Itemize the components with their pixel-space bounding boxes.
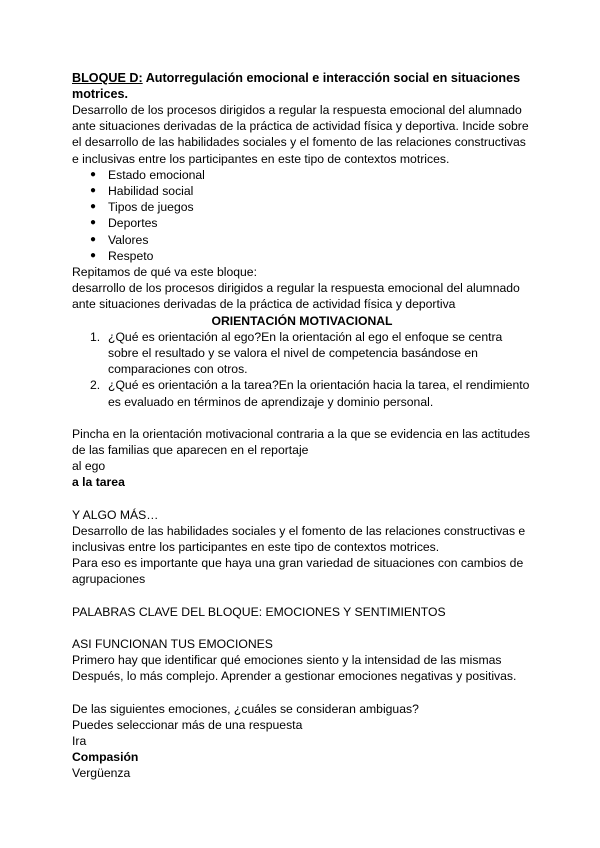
- recap-text: desarrollo de los procesos dirigidos a regular la respuesta emocional del alumnado ante situaciones derivadas de la práctica de actividad física y deportiva: [72, 281, 520, 312]
- more-text: Desarrollo de las habilidades sociales y el fomento de las relaciones constructivas e inclusivas entre los participantes en este tipo de contextos motrices.: [72, 523, 526, 555]
- emotions-line-1: Primero hay que identificar qué emociones siento y la intensidad de las mismas: [72, 653, 502, 668]
- recap-label: Repitamos de qué va este bloque:: [72, 265, 257, 280]
- motivational-list: [72, 329, 532, 410]
- block-title: [72, 70, 532, 102]
- quiz-option-ira[interactable]: Ira: [72, 733, 87, 748]
- motivational-heading: ORIENTACIÓN MOTIVACIONAL: [211, 313, 393, 328]
- option-task[interactable]: a la tarea: [72, 475, 125, 490]
- topic-item: ● Deportes: [108, 215, 532, 231]
- block-intro: Desarrollo de los procesos dirigidos a regular la respuesta emocional del alumnado ante situaciones derivadas de la práctica de actividad física y deportiva. Incide sobre el desarrollo de las habilidades sociales y el fomento de las relaciones constructivas e inclusivas entre los participantes en este tipo de contextos motrices.: [72, 103, 529, 166]
- keywords-line: PALABRAS CLAVE DEL BLOQUE: EMOCIONES Y SENTIMIENTOS: [72, 604, 446, 619]
- topic-list: [72, 167, 532, 264]
- topic-item: ● Habilidad social: [108, 183, 532, 199]
- motivational-item: [90, 329, 532, 378]
- block-title-rest: Autorregulación emocional e interacción social en situaciones motrices.: [72, 71, 521, 101]
- quiz-hint: Puedes seleccionar más de una respuesta: [72, 717, 303, 732]
- topic-item: ● Respeto: [108, 248, 532, 264]
- item-number: 2.: [90, 378, 101, 393]
- quiz-question: De las siguientes emociones, ¿cuáles se consideran ambiguas?: [72, 701, 419, 716]
- topic-item: ● Tipos de juegos: [108, 199, 532, 215]
- motivational-item: [90, 377, 532, 409]
- emotions-line-2: Después, lo más complejo. Aprender a gestionar emociones negativas y positivas.: [72, 669, 517, 684]
- emotions-heading: ASI FUNCIONAN TUS EMOCIONES: [72, 636, 273, 651]
- topic-item: ● Valores: [108, 232, 532, 248]
- option-ego[interactable]: al ego: [72, 459, 106, 474]
- more-heading: Y ALGO MÁS…: [72, 507, 159, 522]
- item-text: ¿Qué es orientación a la tarea?En la orientación hacia la tarea, el rendimiento es evaluado en términos de aprendizaje y dominio personal.: [108, 378, 530, 409]
- more-note: Para eso es importante que haya una gran variedad de situaciones con cambios de agrupaciones: [72, 556, 524, 587]
- quiz-option-verguenza[interactable]: Vergüenza: [72, 766, 131, 781]
- document-page: [72, 70, 532, 782]
- quiz-option-compasion[interactable]: Compasión: [72, 750, 139, 765]
- topic-item: ● Estado emocional: [108, 167, 532, 183]
- item-number: 1.: [90, 329, 101, 344]
- item-text: ¿Qué es orientación al ego?En la orientación al ego el enfoque se centra sobre el resultado y se valora el nivel de competencia basándose en comparaciones con otros.: [108, 329, 503, 377]
- motivational-prompt: Pincha en la orientación motivacional contraria a la que se evidencia en las actitudes de las familias que aparecen en el reportaje: [72, 426, 530, 458]
- block-title-lead: BLOQUE D:: [72, 71, 143, 85]
